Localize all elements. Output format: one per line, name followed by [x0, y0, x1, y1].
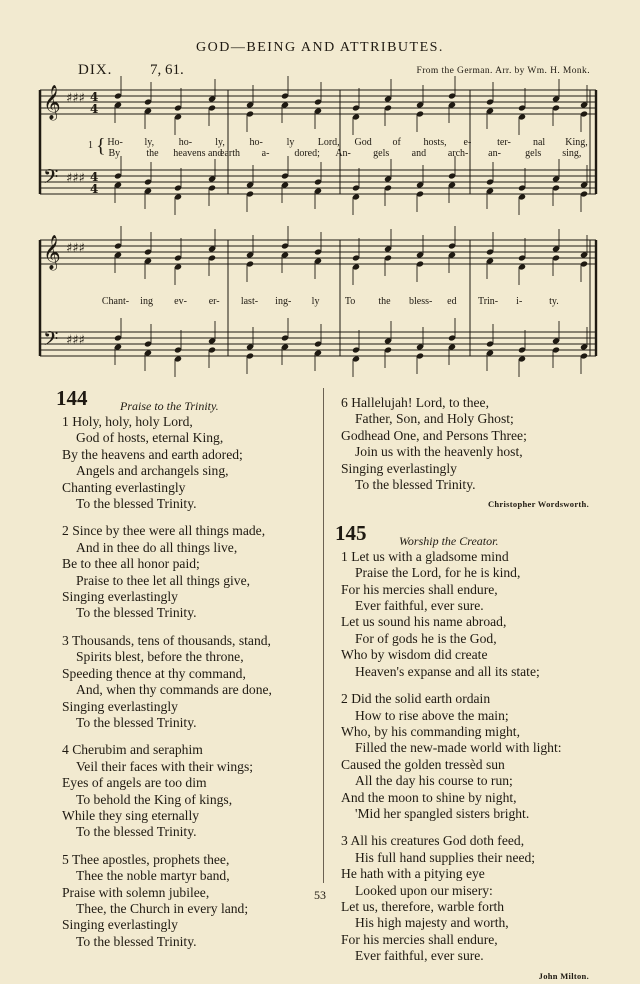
page-number: 53 — [314, 888, 326, 902]
lyric-syllable: ly — [286, 137, 295, 148]
lyric-syllable: God — [354, 137, 372, 148]
bass-clef-icon: 𝄢 — [43, 327, 59, 355]
key-signature-icon: ♯♯♯ — [66, 241, 85, 256]
verse-line: Eyes of angels are too dim — [62, 775, 207, 791]
lyric-syllable: e- — [463, 137, 472, 148]
verse-line: He hath with a pitying eye — [341, 866, 485, 882]
lyric-syllable: To — [344, 296, 356, 307]
verse-line: Spirits blest, before the throne, — [76, 649, 244, 665]
lyric-syllable: arch- — [447, 148, 469, 159]
verse-line: 2 Since by thee were all things made, — [62, 523, 266, 539]
lyric-syllable: the — [378, 296, 391, 307]
key-signature-icon: ♯♯♯ — [66, 333, 85, 348]
verse-line: Veil their faces with their wings; — [76, 758, 254, 774]
verse-line: Father, Son, and Holy Ghost; — [355, 411, 514, 427]
verse-line: 5 Thee apostles, prophets thee, — [62, 851, 230, 867]
verse-line: His high majesty and worth, — [355, 915, 509, 931]
lyric-syllable: ly, — [144, 137, 155, 148]
verse-line: To the blessed Trinity. — [76, 496, 197, 512]
verse-line: And the moon to shine by night, — [341, 789, 517, 805]
verse-line: To the blessed Trinity. — [76, 824, 197, 840]
hymn-number: 144 — [56, 386, 88, 410]
key-signature-icon: ♯♯♯ — [66, 91, 85, 106]
verse-line: 1 Holy, holy, holy Lord, — [62, 414, 193, 429]
lyric-syllable: dored; — [294, 148, 320, 159]
lyric-syllable: King, — [565, 137, 588, 148]
verse-line: For his mercies shall endure, — [341, 581, 498, 597]
lyric-syllable: i- — [516, 296, 523, 307]
treble-clef-icon: 𝄞 — [43, 235, 61, 270]
lyric-syllable: An- — [335, 148, 351, 159]
verse-line: How to rise above the main; — [355, 707, 509, 723]
verse-number: 1 — [88, 140, 93, 151]
lyric-syllable: gels — [525, 148, 542, 159]
verse-line: Thee the noble martyr band, — [76, 868, 230, 884]
verse-line: For his mercies shall endure, — [341, 931, 498, 947]
verse-line: To behold the King of kings, — [76, 791, 233, 807]
lyric-syllable: bless- — [408, 296, 433, 307]
lyric-syllable: ho- — [178, 137, 193, 148]
verse-line: Ever faithful, ever sure. — [355, 948, 484, 964]
time-signature: 4 — [90, 170, 99, 184]
verse-line: All the day his course to run; — [355, 773, 513, 789]
verse-line: 'Mid her spangled sisters bright. — [355, 805, 530, 821]
stanza — [341, 549, 589, 680]
stanza — [62, 742, 320, 840]
lyric-syllable: nal — [532, 137, 546, 148]
verse-line: And, when thy commands are done, — [76, 682, 272, 698]
lyric-syllable: the — [146, 148, 159, 159]
hymn-title: Praise to the Trinity. — [120, 399, 219, 413]
verse-line: 3 Thousands, tens of thousands, stand, — [62, 632, 271, 648]
lyric-syllable: earth — [220, 148, 240, 159]
verse-line: For of gods he is the God, — [355, 630, 497, 646]
verse-line: Singing everlastingly — [62, 917, 178, 933]
hymn-145-heading — [335, 520, 589, 549]
lyric-syllable: gels — [373, 148, 390, 159]
left-column — [56, 386, 320, 961]
hymn-144-heading — [56, 386, 320, 414]
section-title: GOD—BEING AND ATTRIBUTES. — [196, 40, 444, 55]
verse-line: Praise with solemn jubilee, — [62, 884, 210, 900]
verse-line: Be to thee all honor paid; — [62, 556, 200, 572]
lyric-syllable: Ho- — [107, 137, 123, 148]
verse-line: Caused the golden tressèd sun — [341, 756, 505, 772]
lyric-syllable: ed — [447, 296, 457, 307]
stanza — [62, 414, 320, 512]
lyric-syllable: Trin- — [477, 296, 499, 307]
verse-line: Filled the new-made world with light: — [355, 740, 562, 756]
lyric-brace: { — [96, 135, 106, 157]
verse-line: Singing everlastingly — [62, 589, 178, 605]
lyric-syllable: heavens and — [173, 148, 223, 159]
lyric-syllable: sing, — [562, 148, 582, 159]
time-signature: 4 — [90, 182, 99, 196]
verse-line: To the blessed Trinity. — [76, 933, 197, 949]
verse-line: Praise to thee let all things give, — [76, 572, 251, 588]
lyric-syllable: ev- — [174, 296, 187, 307]
tune-source: From the German. Arr. by Wm. H. Monk. — [416, 66, 590, 76]
verse-line: Let us, therefore, warble forth — [341, 898, 505, 914]
lyric-syllable: an- — [488, 148, 501, 159]
stanza — [62, 523, 320, 621]
verse-line: Chanting everlastingly — [62, 479, 186, 495]
lyric-syllable: ing- — [275, 296, 292, 307]
lyric-syllable: of — [392, 137, 401, 148]
verse-line: 4 Cherubim and seraphim — [62, 742, 203, 758]
author-milton: John Milton. — [538, 970, 589, 981]
verse-line: Who, by his commanding might, — [341, 723, 520, 739]
time-signature: 4 — [90, 102, 99, 116]
verse-line: To the blessed Trinity. — [355, 477, 476, 493]
verse-line: Angels and archangels sing, — [76, 463, 229, 479]
lyric-syllable: ly, — [215, 137, 225, 148]
bass-clef-icon: 𝄢 — [43, 165, 59, 193]
time-signature: 4 — [90, 90, 99, 104]
verse-line: 6 Hallelujah! Lord, to thee, — [341, 395, 489, 410]
lyric-syllable: By — [108, 148, 121, 159]
hymn-144-stanza-6 — [341, 395, 589, 493]
verse-line: Who by wisdom did create — [341, 647, 488, 663]
lyric-syllable: Lord, — [317, 137, 340, 148]
hymn-144-stanzas — [62, 414, 320, 950]
lyric-syllable: ty. — [549, 296, 559, 307]
verse-line: And in thee do all things live, — [76, 539, 238, 555]
verse-line: By the heavens and earth adored; — [62, 446, 243, 462]
lyric-syllable: ing — [140, 296, 153, 307]
verse-line: Looked upon our misery: — [355, 882, 493, 898]
lyric-syllable: er- — [208, 296, 220, 307]
verse-line: His full hand supplies their need; — [355, 849, 536, 865]
hymn-number: 145 — [335, 520, 367, 545]
key-signature-icon: ♯♯♯ — [66, 171, 85, 186]
lyric-syllable: last- — [240, 296, 259, 307]
verse-line: Singing everlastingly — [341, 460, 457, 476]
verse-line: God of hosts, eternal King, — [76, 430, 224, 446]
tune-name: DIX. — [78, 62, 113, 78]
verse-line: Thee, the Church in every land; — [76, 900, 249, 916]
verse-line: To the blessed Trinity. — [76, 605, 197, 621]
verse-line: Godhead One, and Persons Three; — [341, 427, 527, 443]
verse-line: Praise the Lord, for he is kind, — [355, 565, 521, 581]
verse-line: Let us sound his name abroad, — [341, 614, 507, 630]
music-score — [0, 0, 640, 380]
lyric-syllable: and — [411, 148, 427, 159]
hymn-title: Worship the Creator. — [399, 533, 499, 548]
stanza — [62, 633, 320, 731]
lyric-syllable: ho- — [249, 137, 263, 148]
verse-line: Ever faithful, ever sure. — [355, 598, 484, 614]
lyric-syllable: ly — [311, 296, 320, 307]
verse-line: Heaven's expanse and all its state; — [355, 663, 540, 679]
stanza — [341, 691, 589, 822]
verse-line: 1 Let us with a gladsome mind — [341, 548, 509, 564]
lyric-syllable: Chant- — [101, 296, 130, 307]
lyric-syllable: a- — [261, 148, 270, 159]
lyric-syllable: ter- — [497, 137, 511, 148]
verse-line: 3 All his creatures God doth feed, — [341, 833, 525, 849]
lyric-syllable: hosts, — [423, 137, 447, 148]
verse-line: Singing everlastingly — [62, 698, 178, 714]
verse-line: Speeding thence at thy command, — [62, 665, 246, 681]
column-divider — [323, 388, 324, 883]
verse-line: Join us with the heavenly host, — [355, 444, 523, 460]
verse-line: 2 Did the solid earth ordain — [341, 691, 491, 707]
verse-line: To the blessed Trinity. — [76, 714, 197, 730]
treble-clef-icon: 𝄞 — [43, 85, 61, 120]
author-wordsworth: Christopher Wordsworth. — [487, 499, 589, 510]
tune-meter: 7, 61. — [150, 62, 184, 78]
verse-line: While they sing eternally — [62, 807, 200, 823]
